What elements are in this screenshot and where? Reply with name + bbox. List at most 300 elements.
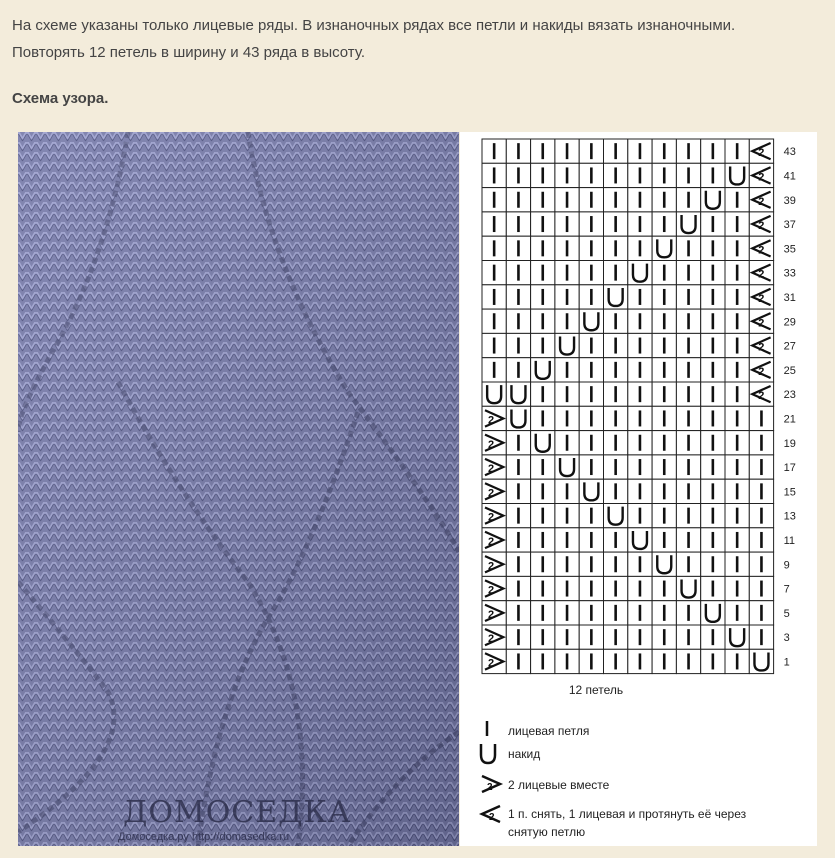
chart-cell-knit: [749, 431, 773, 455]
chart-cell-ssk: [749, 382, 773, 406]
chart-cell-knit: [725, 552, 749, 576]
chart-cell-k2tog: [482, 455, 506, 479]
chart-cell-knit: [676, 552, 700, 576]
chart-cell-knit: [579, 455, 603, 479]
pattern-chart-panel: [460, 132, 817, 846]
chart-cell-knit: [604, 528, 628, 552]
chart-cell-knit: [701, 382, 725, 406]
chart-cell-knit: [506, 309, 530, 333]
chart-cell-knit: [652, 188, 676, 212]
row-label: 41: [783, 170, 796, 183]
chart-cell-knit: [531, 649, 555, 673]
chart-cell-knit: [604, 479, 628, 503]
chart-cell-knit: [506, 479, 530, 503]
chart-cell-knit: [555, 528, 579, 552]
chart-cell-yo: [628, 261, 652, 285]
chart-cell-knit: [604, 139, 628, 163]
chart-cell-knit: [725, 528, 749, 552]
chart-width-label: 12 петель: [568, 683, 624, 697]
chart-cell-knit: [579, 163, 603, 187]
chart-cell-knit: [604, 358, 628, 382]
chart-cell-k2tog: [482, 552, 506, 576]
chart-cell-knit: [676, 479, 700, 503]
chart-cell-knit: [701, 406, 725, 430]
row-label: 15: [783, 486, 796, 499]
chart-cell-knit: [482, 285, 506, 309]
row-label: 9: [783, 559, 790, 572]
row-label: 17: [783, 462, 796, 475]
chart-cell-knit: [725, 504, 749, 528]
chart-cell-knit: [604, 188, 628, 212]
k2tog-symbol-digit: 2: [487, 782, 493, 793]
chart-cell-knit: [676, 236, 700, 260]
chart-cell-knit: [531, 261, 555, 285]
ssk-digit: 2: [758, 317, 765, 330]
chart-cell-knit: [628, 479, 652, 503]
chart-cell-knit: [579, 431, 603, 455]
row-label: 23: [783, 389, 796, 402]
chart-cell-knit: [531, 163, 555, 187]
chart-cell-knit: [506, 261, 530, 285]
chart-cell-knit: [628, 455, 652, 479]
chart-cell-knit: [628, 382, 652, 406]
row-label: 43: [783, 146, 796, 159]
chart-cell-knit: [628, 649, 652, 673]
chart-cell-knit: [555, 236, 579, 260]
chart-cell-knit: [749, 528, 773, 552]
ssk-digit: 2: [758, 195, 765, 208]
chart-cell-knit: [555, 625, 579, 649]
chart-cell-yo: [701, 601, 725, 625]
chart-cell-ssk: [749, 163, 773, 187]
chart-cell-knit: [701, 236, 725, 260]
chart-cell-yo: [579, 309, 603, 333]
chart-cell-knit: [531, 528, 555, 552]
chart-cell-knit: [579, 625, 603, 649]
watermark-url: Домоседка.ру http://domasedka.ru: [118, 831, 290, 843]
chart-cell-knit: [555, 431, 579, 455]
chart-cell-knit: [604, 163, 628, 187]
intro-line-1: На схеме указаны только лицевые ряды. В изнаночных рядах все петли и накиды вязать изнаночными.: [12, 17, 736, 34]
ssk-digit: 2: [758, 292, 765, 305]
legend-text: 1 п. снять, 1 лицевая и протянуть её через: [508, 807, 747, 821]
chart-cell-knit: [652, 649, 676, 673]
chart-cell-knit: [652, 358, 676, 382]
chart-cell-knit: [604, 333, 628, 357]
row-label: 1: [783, 656, 790, 669]
chart-cell-knit: [482, 261, 506, 285]
chart-cell-knit: [652, 455, 676, 479]
chart-cell-knit: [604, 406, 628, 430]
chart-cell-knit: [701, 431, 725, 455]
chart-cell-knit: [628, 431, 652, 455]
chart-cell-yo: [652, 552, 676, 576]
row-label: 5: [783, 607, 790, 620]
chart-cell-knit: [579, 601, 603, 625]
chart-cell-knit: [482, 309, 506, 333]
ssk-digit: 2: [758, 268, 765, 281]
chart-cell-knit: [482, 212, 506, 236]
chart-cell-k2tog: [482, 431, 506, 455]
chart-cell-knit: [676, 188, 700, 212]
chart-cell-knit: [725, 261, 749, 285]
chart-cell-k2tog: [482, 528, 506, 552]
chart-cell-knit: [506, 552, 530, 576]
chart-cell-knit: [676, 649, 700, 673]
chart-grid: [482, 139, 774, 674]
chart-cell-knit: [506, 431, 530, 455]
ssk-digit: 2: [758, 220, 765, 233]
chart-cell-knit: [531, 504, 555, 528]
chart-cell-knit: [628, 163, 652, 187]
chart-cell-knit: [604, 212, 628, 236]
ssk-symbol-digit: 2: [489, 812, 495, 823]
chart-cell-knit: [725, 358, 749, 382]
chart-cell-knit: [555, 358, 579, 382]
intro-line-2: Повторять 12 петель в ширину и 43 ряда в высоту.: [12, 44, 366, 61]
chart-cell-knit: [531, 236, 555, 260]
chart-cell-knit: [701, 212, 725, 236]
chart-cell-knit: [482, 163, 506, 187]
chart-cell-knit: [676, 625, 700, 649]
chart-cell-knit: [482, 333, 506, 357]
chart-cell-ssk: [749, 309, 773, 333]
chart-cell-knit: [555, 285, 579, 309]
k2tog-digit: 2: [488, 608, 495, 621]
chart-cell-k2tog: [482, 576, 506, 600]
chart-cell-knit: [531, 139, 555, 163]
chart-cell-knit: [701, 479, 725, 503]
yarn-over-symbol-icon: [481, 744, 495, 763]
chart-cell-knit: [579, 382, 603, 406]
chart-cell-k2tog: [482, 479, 506, 503]
ssk-digit: 2: [758, 341, 765, 354]
chart-cell-yo: [604, 504, 628, 528]
chart-cell-yo: [579, 479, 603, 503]
chart-cell-knit: [506, 333, 530, 357]
chart-cell-knit: [604, 431, 628, 455]
chart-cell-ssk: [749, 333, 773, 357]
chart-cell-knit: [506, 455, 530, 479]
chart-cell-knit: [604, 601, 628, 625]
chart-cell-k2tog: [482, 601, 506, 625]
chart-cell-knit: [701, 649, 725, 673]
chart-cell-knit: [579, 528, 603, 552]
chart-cell-knit: [725, 333, 749, 357]
chart-cell-knit: [555, 139, 579, 163]
chart-cell-knit: [676, 601, 700, 625]
row-label: 39: [783, 194, 796, 207]
chart-cell-knit: [531, 552, 555, 576]
chart-cell-knit: [506, 163, 530, 187]
chart-cell-knit: [506, 236, 530, 260]
chart-cell-knit: [579, 285, 603, 309]
chart-cell-ssk: [749, 285, 773, 309]
chart-cell-yo: [555, 455, 579, 479]
chart-cell-yo: [531, 431, 555, 455]
chart-cell-knit: [506, 625, 530, 649]
chart-cell-knit: [725, 576, 749, 600]
row-label: 35: [783, 243, 796, 256]
ssk-digit: 2: [758, 365, 765, 378]
chart-cell-ssk: [749, 261, 773, 285]
chart-cell-yo: [749, 649, 773, 673]
chart-cell-knit: [652, 431, 676, 455]
chart-cell-knit: [749, 625, 773, 649]
chart-cell-knit: [555, 309, 579, 333]
chart-cell-knit: [701, 285, 725, 309]
chart-cell-knit: [555, 163, 579, 187]
chart-cell-yo: [555, 333, 579, 357]
chart-cell-yo: [652, 236, 676, 260]
chart-cell-knit: [531, 455, 555, 479]
chart-cell-knit: [506, 285, 530, 309]
chart-cell-knit: [628, 625, 652, 649]
chart-cell-ssk: [749, 139, 773, 163]
chart-cell-knit: [506, 188, 530, 212]
chart-cell-knit: [531, 188, 555, 212]
chart-cell-knit: [701, 261, 725, 285]
legend-text: 2 лицевые вместе: [508, 778, 610, 792]
chart-cell-knit: [652, 406, 676, 430]
chart-cell-yo: [604, 285, 628, 309]
legend-text-continued: снятую петлю: [508, 825, 586, 839]
chart-cell-knit: [676, 261, 700, 285]
legend-text: лицевая петля: [508, 724, 590, 738]
chart-cell-knit: [749, 455, 773, 479]
chart-cell-knit: [555, 601, 579, 625]
chart-cell-knit: [701, 358, 725, 382]
chart-cell-knit: [725, 285, 749, 309]
chart-cell-knit: [555, 504, 579, 528]
row-label: 13: [783, 510, 796, 523]
chart-cell-knit: [725, 649, 749, 673]
chart-cell-knit: [749, 552, 773, 576]
chart-cell-knit: [506, 528, 530, 552]
k2tog-digit: 2: [488, 633, 495, 646]
chart-cell-knit: [604, 309, 628, 333]
chart-cell-k2tog: [482, 625, 506, 649]
chart-cell-knit: [628, 139, 652, 163]
chart-cell-knit: [701, 576, 725, 600]
chart-cell-yo: [506, 382, 530, 406]
chart-cell-yo: [628, 528, 652, 552]
chart-cell-knit: [749, 576, 773, 600]
chart-cell-knit: [579, 188, 603, 212]
chart-cell-knit: [604, 552, 628, 576]
chart-cell-knit: [579, 139, 603, 163]
chart-cell-knit: [604, 576, 628, 600]
chart-cell-knit: [579, 649, 603, 673]
chart-cell-knit: [604, 382, 628, 406]
row-label: 3: [783, 632, 790, 645]
legend: [481, 721, 747, 839]
chart-cell-knit: [482, 188, 506, 212]
chart-cell-knit: [531, 576, 555, 600]
legend-item-knit: [487, 721, 589, 738]
chart-cell-knit: [579, 333, 603, 357]
row-label: 37: [783, 219, 796, 232]
chart-cell-knit: [628, 576, 652, 600]
chart-cell-knit: [555, 261, 579, 285]
chart-cell-knit: [555, 552, 579, 576]
chart-cell-k2tog: [482, 504, 506, 528]
chart-cell-knit: [506, 649, 530, 673]
chart-cell-knit: [604, 236, 628, 260]
chart-cell-knit: [652, 504, 676, 528]
row-label: 31: [783, 291, 796, 304]
chart-cell-knit: [652, 309, 676, 333]
chart-cell-knit: [652, 601, 676, 625]
chart-cell-knit: [676, 139, 700, 163]
chart-cell-knit: [531, 601, 555, 625]
chart-cell-knit: [604, 455, 628, 479]
watermark-title: ДОМОСЕДКА: [123, 795, 352, 830]
chart-cell-knit: [676, 406, 700, 430]
chart-cell-knit: [676, 382, 700, 406]
chart-cell-knit: [725, 212, 749, 236]
row-label: 19: [783, 437, 796, 450]
ssk-digit: 2: [758, 171, 765, 184]
chart-cell-knit: [555, 479, 579, 503]
chart-cell-knit: [725, 406, 749, 430]
chart-cell-knit: [628, 358, 652, 382]
chart-cell-knit: [725, 479, 749, 503]
row-label: 27: [783, 340, 796, 353]
chart-cell-yo: [725, 625, 749, 649]
chart-cell-knit: [701, 504, 725, 528]
chart-cell-knit: [579, 358, 603, 382]
chart-row-labels: [784, 146, 796, 668]
ssk-digit: 2: [758, 244, 765, 257]
chart-cell-knit: [749, 504, 773, 528]
chart-cell-ssk: [749, 212, 773, 236]
chart-cell-yo: [506, 406, 530, 430]
chart-cell-yo: [482, 382, 506, 406]
chart-cell-knit: [555, 649, 579, 673]
chart-cell-knit: [725, 188, 749, 212]
chart-cell-ssk: [749, 358, 773, 382]
chart-cell-knit: [628, 188, 652, 212]
chart-cell-yo: [701, 188, 725, 212]
chart-cell-knit: [604, 625, 628, 649]
chart-cell-knit: [676, 309, 700, 333]
ssk-digit: 2: [758, 147, 765, 160]
k2tog-digit: 2: [488, 414, 495, 427]
chart-cell-knit: [506, 504, 530, 528]
chart-cell-yo: [676, 576, 700, 600]
chart-cell-knit: [676, 163, 700, 187]
chart-cell-knit: [482, 358, 506, 382]
chart-cell-knit: [628, 601, 652, 625]
chart-cell-knit: [506, 212, 530, 236]
chart-cell-knit: [725, 455, 749, 479]
legend-item-yarn-over: [481, 744, 540, 763]
chart-cell-yo: [725, 163, 749, 187]
chart-cell-knit: [531, 406, 555, 430]
chart-cell-knit: [676, 358, 700, 382]
chart-cell-knit: [579, 236, 603, 260]
chart-cell-knit: [652, 163, 676, 187]
chart-cell-knit: [676, 431, 700, 455]
chart-cell-yo: [531, 358, 555, 382]
chart-cell-knit: [701, 163, 725, 187]
chart-cell-knit: [555, 406, 579, 430]
chart-cell-knit: [676, 455, 700, 479]
chart-cell-knit: [725, 236, 749, 260]
row-label: 33: [783, 267, 796, 280]
chart-cell-knit: [652, 261, 676, 285]
chart-cell-knit: [652, 212, 676, 236]
chart-cell-knit: [701, 455, 725, 479]
row-label: 29: [783, 316, 796, 329]
chart-cell-knit: [555, 212, 579, 236]
chart-cell-knit: [701, 309, 725, 333]
chart-cell-knit: [628, 552, 652, 576]
chart-cell-knit: [628, 285, 652, 309]
chart-cell-knit: [506, 358, 530, 382]
chart-cell-knit: [506, 576, 530, 600]
chart-cell-knit: [579, 406, 603, 430]
chart-cell-ssk: [749, 188, 773, 212]
row-label: 7: [783, 583, 790, 596]
chart-cell-knit: [506, 139, 530, 163]
chart-cell-ssk: [749, 236, 773, 260]
chart-cell-knit: [652, 479, 676, 503]
chart-cell-knit: [604, 261, 628, 285]
k2tog-digit: 2: [488, 584, 495, 597]
chart-cell-knit: [652, 625, 676, 649]
chart-cell-knit: [725, 431, 749, 455]
chart-cell-knit: [628, 406, 652, 430]
chart-cell-knit: [652, 528, 676, 552]
chart-cell-knit: [531, 212, 555, 236]
chart-cell-knit: [628, 309, 652, 333]
chart-cell-k2tog: [482, 649, 506, 673]
chart-cell-knit: [701, 333, 725, 357]
chart-cell-knit: [531, 333, 555, 357]
chart-cell-knit: [701, 625, 725, 649]
chart-cell-knit: [725, 601, 749, 625]
chart-cell-knit: [579, 552, 603, 576]
chart-cell-knit: [604, 649, 628, 673]
chart-cell-knit: [579, 261, 603, 285]
chart-cell-knit: [652, 382, 676, 406]
k2tog-digit: 2: [488, 463, 495, 476]
chart-cell-knit: [531, 625, 555, 649]
knitted-sample-photo: [18, 132, 459, 846]
k2tog-digit: 2: [488, 535, 495, 548]
k2tog-digit: 2: [488, 438, 495, 451]
chart-cell-knit: [676, 528, 700, 552]
chart-cell-knit: [652, 333, 676, 357]
chart-cell-knit: [628, 504, 652, 528]
chart-cell-knit: [676, 285, 700, 309]
chart-cell-knit: [725, 382, 749, 406]
chart-cell-k2tog: [482, 406, 506, 430]
chart-cell-knit: [531, 382, 555, 406]
chart-cell-knit: [725, 139, 749, 163]
chart-cell-knit: [652, 576, 676, 600]
chart-cell-knit: [531, 285, 555, 309]
k2tog-digit: 2: [488, 487, 495, 500]
k2tog-digit: 2: [488, 560, 495, 573]
chart-cell-knit: [506, 601, 530, 625]
chart-cell-knit: [725, 309, 749, 333]
chart-cell-knit: [701, 552, 725, 576]
k2tog-digit: 2: [488, 511, 495, 524]
chart-cell-knit: [749, 601, 773, 625]
